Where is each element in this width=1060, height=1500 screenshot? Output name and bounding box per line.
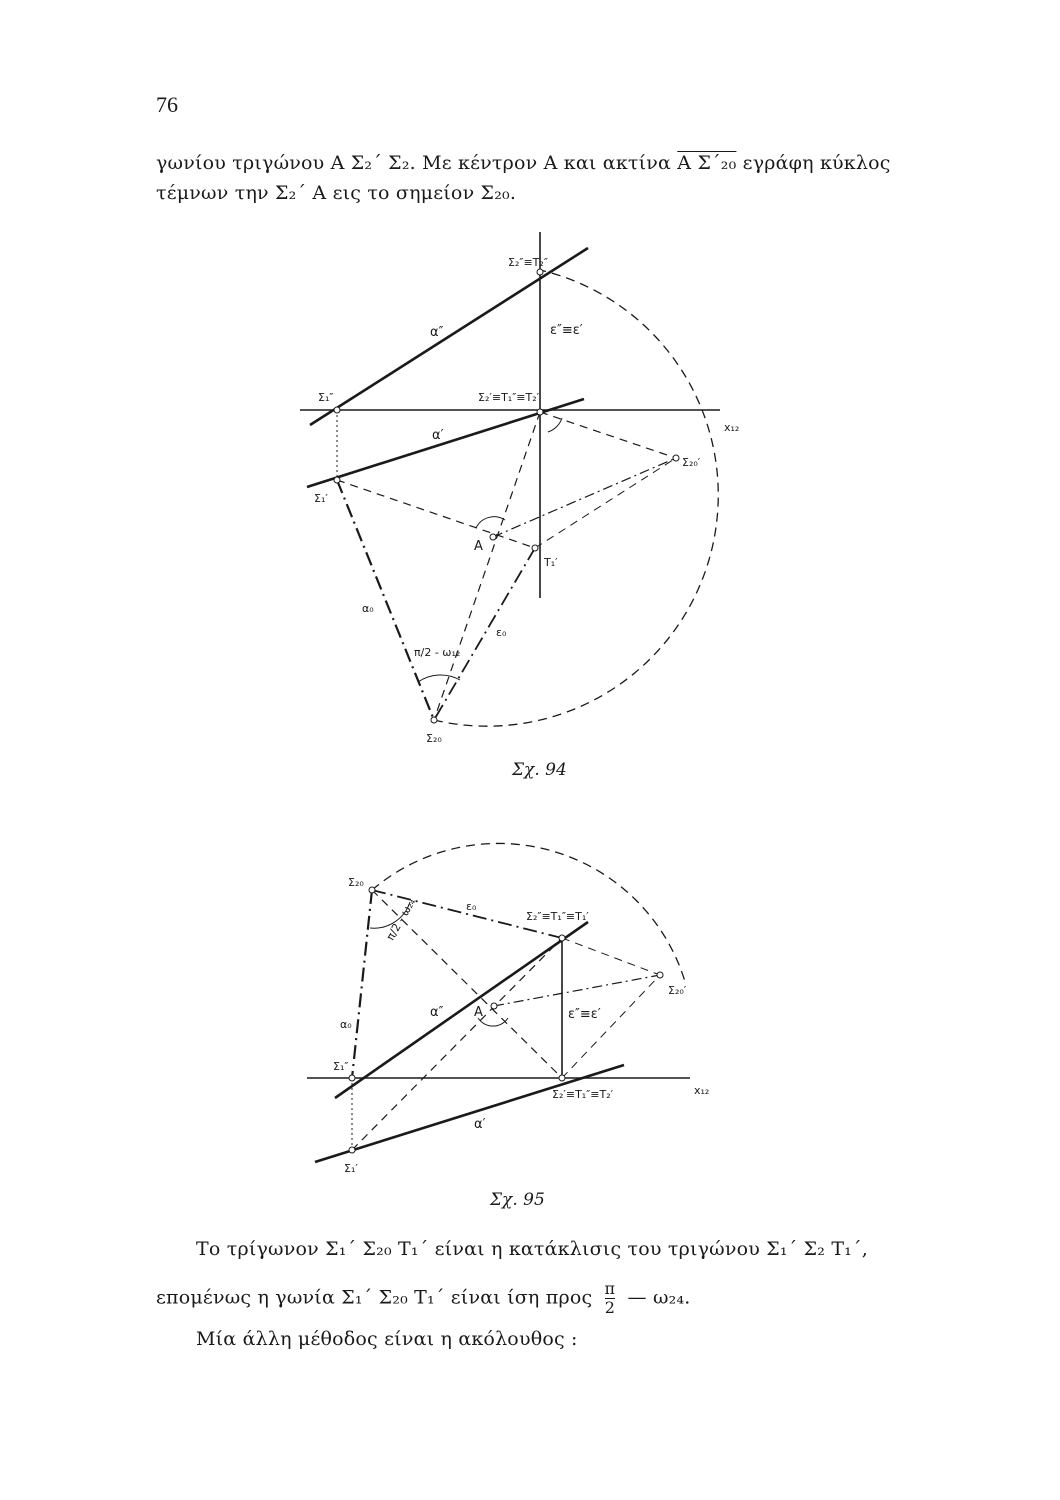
fig95-dashed-t1-s20p: [562, 938, 660, 975]
bottom-line-2-part-b: — ω₂₄.: [627, 1286, 691, 1309]
fraction-denominator: 2: [604, 1298, 616, 1317]
fig95-alpha0-line: [352, 890, 372, 1078]
fig94-label-eps: ε″≡ε′: [550, 323, 583, 338]
fig94-label-s20p: Σ₂₀′: [682, 456, 701, 469]
figure-95-caption: Σχ. 95: [490, 1190, 545, 1210]
top-line-1-part-a: γωνίου τριγώνου Α Σ₂΄ Σ₂. Με κέντρον Α και ακτίνα: [156, 152, 678, 174]
fig95-point-s2p: [559, 1075, 565, 1081]
bottom-paragraph-line-2: [156, 1280, 691, 1317]
fig95-label-e0: ε₀: [466, 900, 477, 913]
fig94-label-pi-half: π/2 - ω₁₂: [414, 646, 461, 659]
fig95-point-s20p: [657, 972, 663, 978]
fig95-point-s1pp: [349, 1075, 355, 1081]
fig95-point-a: [491, 1003, 497, 1009]
fig94-label-t1p: Τ₁′: [544, 556, 558, 569]
fig94-label-alpha-p: α′: [432, 428, 444, 443]
fig95-label-alpha-p: α′: [474, 1117, 486, 1132]
fig95-label-s2pp-t1: Σ₂″≡Τ₁″≡Τ₁′: [526, 910, 589, 923]
fig94-label-s20: Σ₂₀: [426, 732, 442, 745]
top-line-1-overlined: Α Σ΄₂₀: [677, 152, 737, 174]
bottom-paragraph-line-1: Το τρίγωνον Σ₁΄ Σ₂₀ Τ₁΄ είναι η κατάκλισις του τριγώνου Σ₁΄ Σ₂ Τ₁΄,: [196, 1238, 868, 1260]
fig95-label-alpha-pp: α″: [430, 1005, 444, 1020]
fig95-label-pi-omega: π/2 - ω₂₄: [383, 896, 419, 943]
fig95-label-s20p: Σ₂₀′: [668, 984, 687, 997]
fig94-label-s2pp-t2pp: Σ₂″≡Τ₂″: [508, 256, 548, 269]
fig94-label-a: Α: [474, 539, 483, 554]
fig95-label-a0: α₀: [340, 1018, 352, 1031]
fig95-point-s2pp: [559, 935, 565, 941]
fig95-label-x12: x₁₂: [694, 1084, 710, 1097]
top-paragraph-line-2: τέμνων την Σ₂΄ Α εις το σημείον Σ₂₀.: [156, 182, 517, 204]
fig94-label-s2p-t1-t2: Σ₂′≡Τ₁″≡Τ₂′: [478, 391, 540, 404]
fig95-alpha-pp-line: [335, 922, 588, 1098]
bottom-line-2-part-a: επομένως η γωνία Σ₁΄ Σ₂₀ Τ₁΄ είναι ίση προς: [156, 1286, 593, 1309]
bottom-paragraph-line-3: Μία άλλη μέθοδος είναι η ακόλουθος :: [196, 1328, 578, 1350]
fig95-label-s20: Σ₂₀: [348, 876, 364, 889]
fig94-label-e0: ε₀: [496, 626, 507, 639]
fig95-point-s20: [369, 887, 375, 893]
fig94-label-x12: x₁₂: [724, 421, 740, 434]
fig95-label-s1pp: Σ₁″: [333, 1060, 349, 1073]
top-line-1-part-b: εγράφη κύκλος: [736, 152, 891, 174]
fig95-label-a: Α: [474, 1005, 483, 1020]
fig95-label-s1p: Σ₁′: [344, 1162, 358, 1175]
fig95-point-s1p: [349, 1147, 355, 1153]
fig94-label-alpha-pp: α″: [430, 325, 444, 340]
fig95-label-s2p-t1: Σ₂′≡Τ₁″≡Τ₂′: [552, 1088, 614, 1101]
fig94-label-s1pp: Σ₁″: [318, 391, 334, 404]
fig94-label-a0: α₀: [362, 602, 374, 615]
fraction-numerator: π: [604, 1279, 616, 1298]
fig94-label-s1p: Σ₁′: [314, 492, 328, 505]
fraction: [605, 1280, 616, 1317]
page-number: 76: [156, 92, 178, 117]
fig95-label-eps: ε″≡ε′: [568, 1007, 601, 1022]
figure-94-caption: Σχ. 94: [512, 760, 567, 780]
